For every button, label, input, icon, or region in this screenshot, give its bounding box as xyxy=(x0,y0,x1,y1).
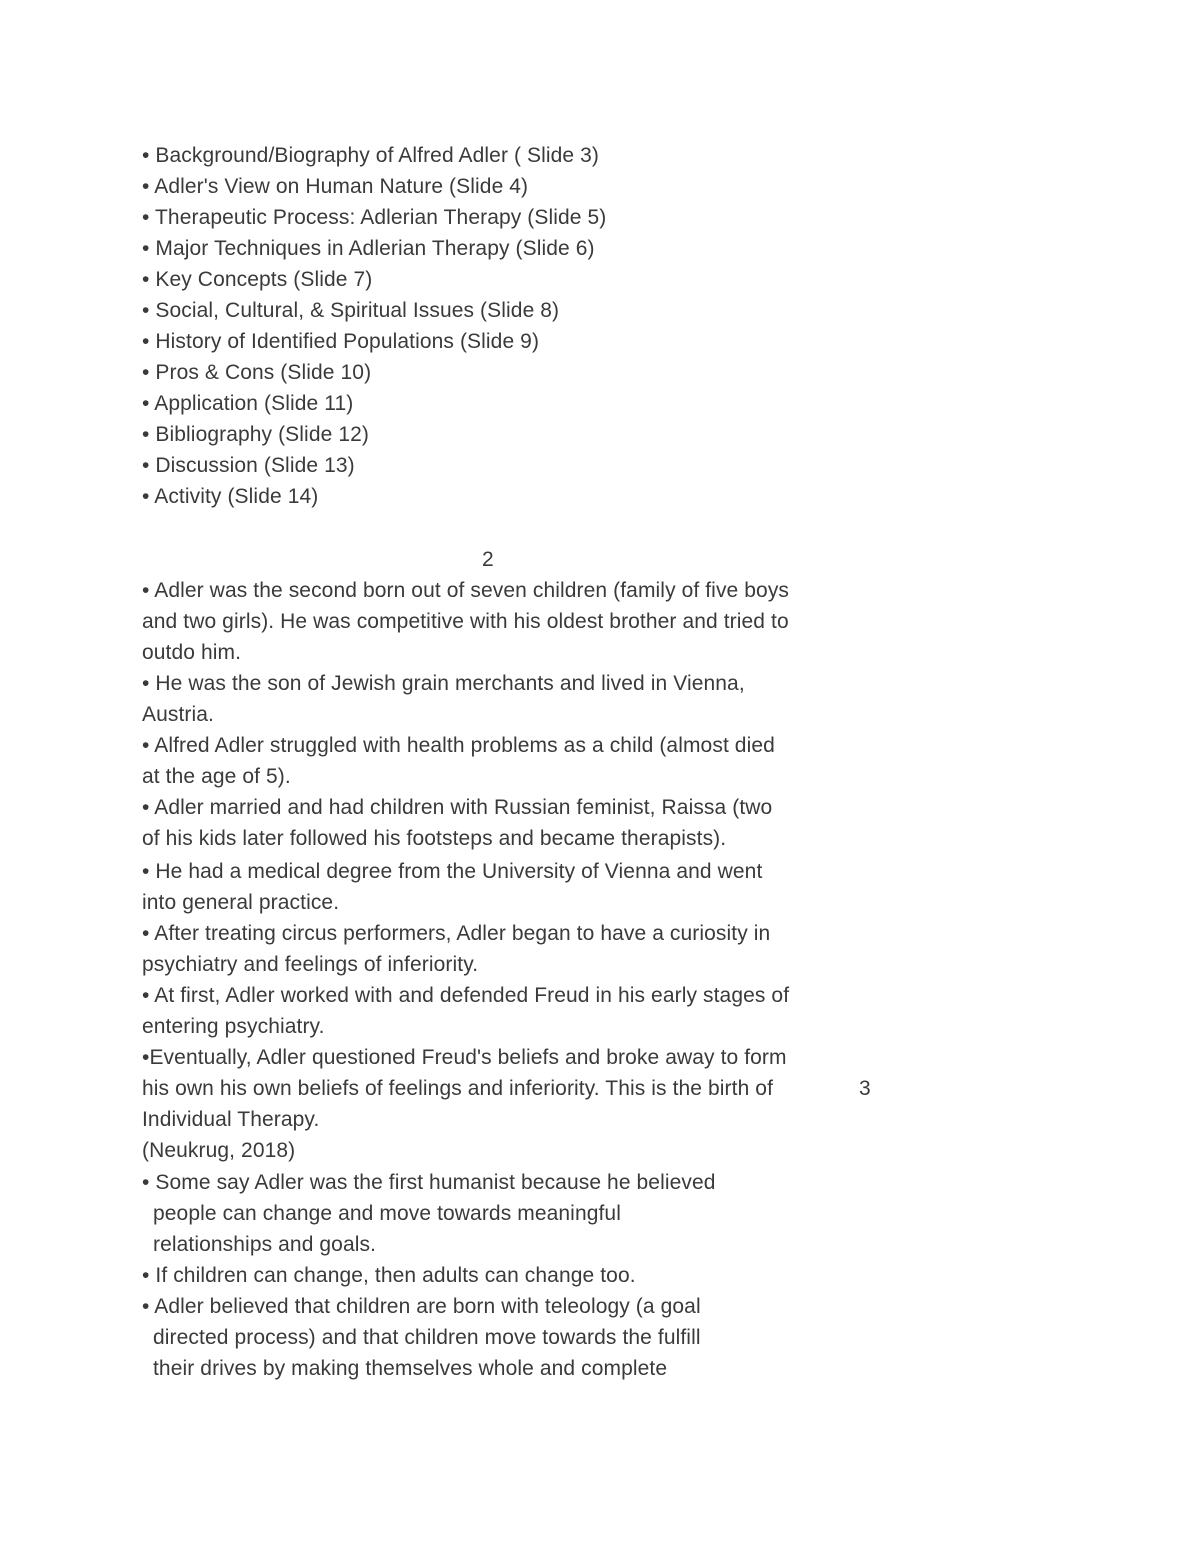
nature-line: people can change and move towards meaningful xyxy=(153,1202,621,1225)
toc-item-pros-cons: • Pros & Cons (Slide 10) xyxy=(142,361,372,384)
toc-item-key-concepts: • Key Concepts (Slide 7) xyxy=(142,268,373,291)
page-number-3: 3 xyxy=(859,1077,871,1100)
bio-line: psychiatry and feelings of inferiority. xyxy=(142,953,479,976)
bio-line: • After treating circus performers, Adler began to have a curiosity in xyxy=(142,922,771,945)
bio-line: • Adler married and had children with Russian feminist, Raissa (two xyxy=(142,796,773,819)
toc-item-discussion: • Discussion (Slide 13) xyxy=(142,454,355,477)
bio-line: • Adler was the second born out of seven children (family of five boys xyxy=(142,579,790,602)
bio-line: of his kids later followed his footsteps and became therapists). xyxy=(142,827,727,850)
toc-item-social-cultural: • Social, Cultural, & Spiritual Issues (Slide 8) xyxy=(142,299,560,322)
bio-line: Individual Therapy. xyxy=(142,1108,320,1131)
nature-line: directed process) and that children move towards the fulfill xyxy=(153,1326,701,1349)
bio-line: • Alfred Adler struggled with health problems as a child (almost died xyxy=(142,734,775,757)
toc-item-background: • Background/Biography of Alfred Adler ( Slide 3) xyxy=(142,144,600,167)
bio-line: and two girls). He was competitive with his oldest brother and tried to xyxy=(142,610,789,633)
toc-item-major-techniques: • Major Techniques in Adlerian Therapy (Slide 6) xyxy=(142,237,595,260)
bio-line: • He had a medical degree from the University of Vienna and went xyxy=(142,860,763,883)
nature-line: • Adler believed that children are born with teleology (a goal xyxy=(142,1295,701,1318)
toc-item-history: • History of Identified Populations (Slide 9) xyxy=(142,330,540,353)
bio-line: at the age of 5). xyxy=(142,765,291,788)
nature-line: • Some say Adler was the first humanist because he believed xyxy=(142,1171,716,1194)
bio-line: his own his own beliefs of feelings and inferiority. This is the birth of xyxy=(142,1077,774,1100)
bio-line: entering psychiatry. xyxy=(142,1015,325,1038)
toc-item-bibliography: • Bibliography (Slide 12) xyxy=(142,423,369,446)
bio-line: • At first, Adler worked with and defended Freud in his early stages of xyxy=(142,984,790,1007)
nature-line: • If children can change, then adults can change too. xyxy=(142,1264,636,1287)
nature-line: relationships and goals. xyxy=(153,1233,377,1256)
bio-line: • He was the son of Jewish grain merchants and lived in Vienna, xyxy=(142,672,745,695)
toc-item-therapeutic-process: • Therapeutic Process: Adlerian Therapy (Slide 5) xyxy=(142,206,607,229)
toc-item-activity: • Activity (Slide 14) xyxy=(142,485,319,508)
citation: (Neukrug, 2018) xyxy=(142,1139,296,1162)
nature-line: their drives by making themselves whole and complete xyxy=(153,1357,668,1380)
bio-line: outdo him. xyxy=(142,641,242,664)
page-number-2: 2 xyxy=(482,548,494,571)
toc-item-application: • Application (Slide 11) xyxy=(142,392,354,415)
bio-line: into general practice. xyxy=(142,891,340,914)
toc-item-human-nature: • Adler's View on Human Nature (Slide 4) xyxy=(142,175,529,198)
bio-line: •Eventually, Adler questioned Freud's beliefs and broke away to form xyxy=(142,1046,787,1069)
bio-line: Austria. xyxy=(142,703,214,726)
